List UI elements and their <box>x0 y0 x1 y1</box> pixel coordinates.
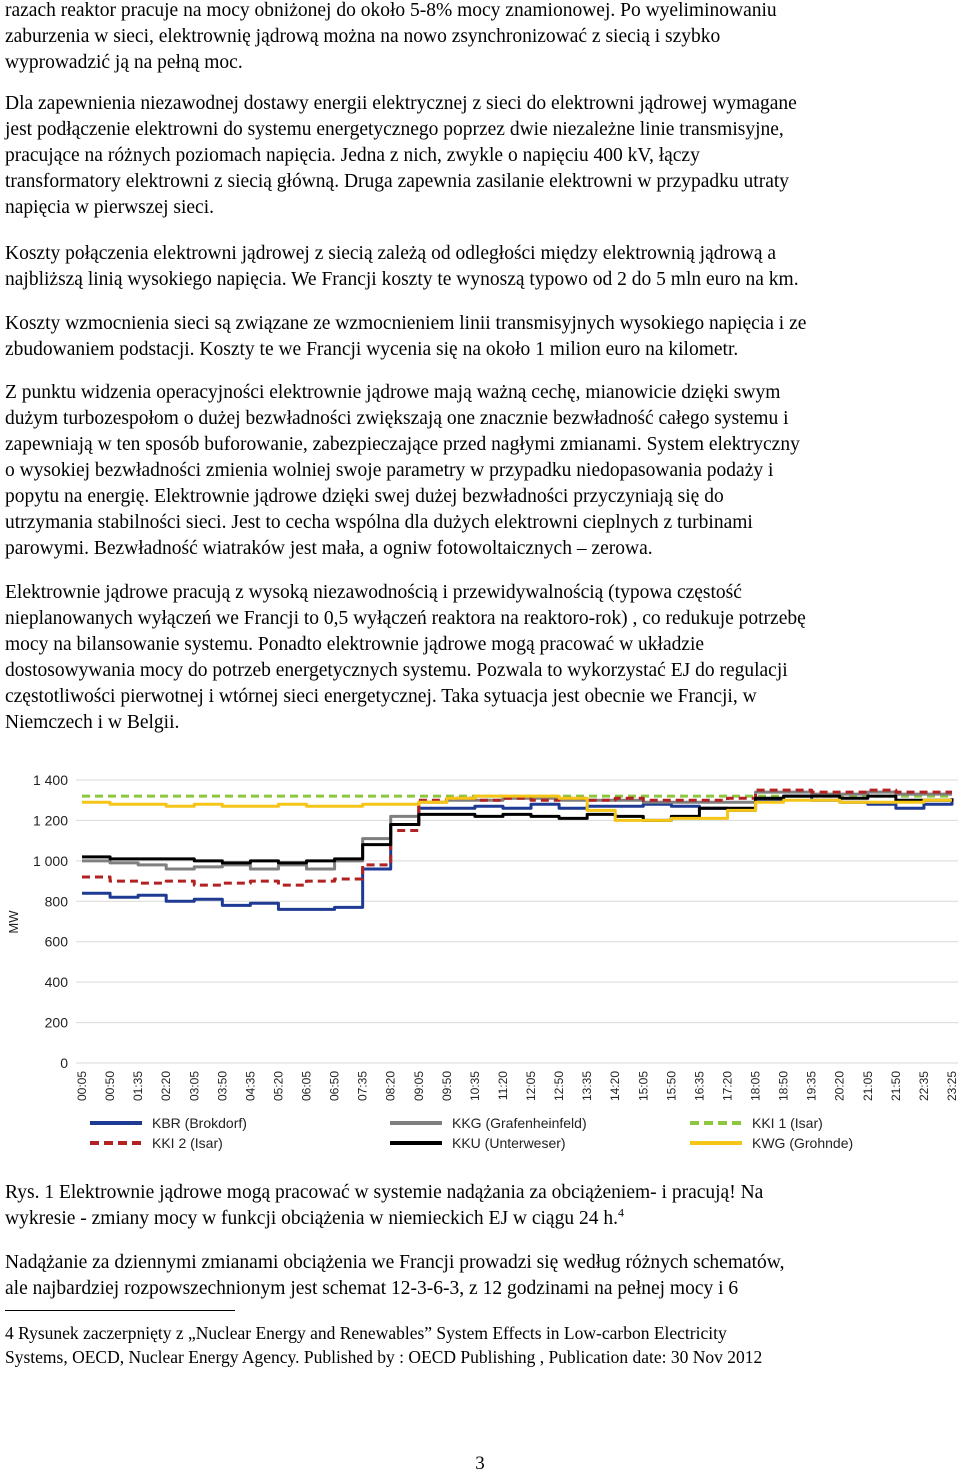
x-tick-label: 18:50 <box>776 1071 791 1102</box>
load-following-chart <box>0 748 960 1168</box>
legend-label: KWG (Grohnde) <box>752 1135 854 1151</box>
x-tick-label: 10:35 <box>467 1071 482 1102</box>
legend-label: KBR (Brokdorf) <box>152 1115 247 1131</box>
text-line: popytu na energię. Elektrownie jądrowe dzięki swej dużej bezwładności przyczyniają się do <box>5 486 724 507</box>
chart-grid <box>76 780 958 1063</box>
text-line: napięcia w pierwszej sieci. <box>5 197 214 218</box>
y-tick-label: 600 <box>44 933 68 950</box>
y-tick-label: 1 400 <box>32 772 68 788</box>
figure-caption <box>5 1180 955 1232</box>
text-line <box>5 1206 955 1232</box>
x-tick-label: 00:50 <box>103 1071 118 1102</box>
x-tick-label: 09:05 <box>411 1071 426 1102</box>
y-tick-label: 0 <box>60 1055 68 1071</box>
x-tick-label: 02:20 <box>159 1071 174 1102</box>
text-line: Koszty wzmocnienia sieci są związane ze wzmocnieniem linii transmisyjnych wysokiego napięcia i ze <box>5 313 807 334</box>
text-line: zapewniają w ten sposób buforowanie, zabezpieczające przed nagłymi zmianami. System elektryczny <box>5 434 800 455</box>
x-tick-label: 15:05 <box>636 1071 651 1102</box>
x-tick-label: 13:35 <box>580 1071 595 1102</box>
x-tick-label: 15:50 <box>664 1071 679 1102</box>
text-line: pracujące na różnych poziomach napięcia. Jedna z nich, zwykle o napięciu 400 kV, łączy <box>5 145 700 166</box>
text-line: Nadążanie za dziennymi zmianami obciążenia we Francji prowadzi się według różnych schematów, <box>5 1252 785 1273</box>
text-line: nieplanowanych wyłączeń we Francji to 0,5 wyłączeń reaktora na reaktoro-rok) , co redukuje potrzebę <box>5 608 806 629</box>
legend-label: KKU (Unterweser) <box>452 1135 566 1151</box>
text-line: zaburzenia w sieci, elektrownię jądrową można na nowo zsynchronizować z siecią i szybko <box>5 26 721 47</box>
paragraph-4 <box>5 311 955 363</box>
paragraph-3 <box>5 241 955 293</box>
text-line: Systems, OECD, Nuclear Energy Agency. Published by : OECD Publishing , Publication date: 30 Nov 2012 <box>5 1347 763 1367</box>
legend-label: KKG (Grafenheinfeld) <box>452 1115 587 1131</box>
text-line: Niemczech i w Belgii. <box>5 712 180 733</box>
legend-label: KKI 2 (Isar) <box>152 1135 223 1151</box>
x-tick-label: 16:35 <box>692 1071 707 1102</box>
x-tick-label: 03:05 <box>187 1071 202 1102</box>
x-tick-label: 04:35 <box>243 1071 258 1102</box>
x-tick-label: 09:50 <box>439 1071 454 1102</box>
text-line: Elektrownie jądrowe pracują z wysoką niezawodnością i przewidywalnością (typowa częstość <box>5 582 742 603</box>
x-tick-label: 12:50 <box>552 1071 567 1102</box>
x-tick-label: 03:50 <box>215 1071 230 1102</box>
text-line: transformatory elektrowni z siecią główną. Druga zapewnia zasilanie elektrowni w przypadku utraty <box>5 171 790 192</box>
x-tick-label: 18:05 <box>748 1071 763 1102</box>
paragraph-1 <box>5 0 955 76</box>
footnote <box>5 1321 955 1369</box>
text-line: dostosowywania mocy do potrzeb energetycznych systemu. Pozwala to wykorzystać EJ do regulacji <box>5 660 788 681</box>
legend-label: KKI 1 (Isar) <box>752 1115 823 1131</box>
text-line: o wysokiej bezwładności zmienia wolniej swoje parametry w przypadku niedopasowania podaży i <box>5 460 774 481</box>
text-line: ale najbardziej rozpowszechnionym jest schemat 12-3-6-3, z 12 godzinami na pełnej mocy i 6 <box>5 1278 739 1299</box>
x-tick-label: 05:20 <box>271 1071 286 1102</box>
text-line: częstotliwości pierwotnej i wtórnej sieci energetycznej. Taka sytuacja jest obecnie we Francji, w <box>5 686 757 707</box>
y-axis-label: MW <box>6 910 21 934</box>
x-tick-label: 11:20 <box>495 1071 510 1101</box>
text-line: mocy na bilansowanie systemu. Ponadto elektrownie jądrowe mogą pracować w układzie <box>5 634 705 655</box>
caption-text: wykresie - zmiany mocy w funkcji obciążenia w niemieckich EJ w ciągu 24 h. <box>5 1208 618 1229</box>
footnote-separator <box>5 1310 235 1311</box>
y-tick-label: 1 000 <box>32 852 68 869</box>
x-tick-label: 19:35 <box>804 1071 819 1102</box>
chart-axes <box>6 772 959 1101</box>
text-line: wyprowadzić ją na pełną moc. <box>5 52 243 73</box>
x-tick-label: 06:50 <box>327 1071 342 1102</box>
x-tick-label: 12:05 <box>524 1071 539 1102</box>
paragraph-2 <box>5 91 955 221</box>
x-tick-label: 17:20 <box>720 1071 735 1102</box>
text-line: razach reaktor pracuje na mocy obniżonej do około 5-8% mocy znamionowej. Po wyeliminowaniu <box>5 0 777 21</box>
x-tick-label: 20:20 <box>832 1071 847 1102</box>
footnote-ref: 4 <box>617 1205 624 1220</box>
text-line: najbliższą linią wysokiego napięcia. We Francji koszty te wynoszą typowo od 2 do 5 mln euro na km. <box>5 269 799 290</box>
x-tick-label: 01:35 <box>131 1071 146 1102</box>
x-tick-label: 14:20 <box>608 1071 623 1102</box>
x-tick-label: 07:35 <box>355 1071 370 1102</box>
text-line: jest podłączenie elektrowni do systemu energetycznego poprzez dwie niezależne linie transmisyjne, <box>5 119 784 140</box>
text-line: Koszty połączenia elektrowni jądrowej z siecią zależą od odległości między elektrownią jądrową a <box>5 243 777 264</box>
y-tick-label: 400 <box>44 974 68 991</box>
series-line-5 <box>82 796 952 863</box>
text-line: zbudowaniem podstacji. Koszty te we Francji wycenia się na około 1 milion euro na kilometr. <box>5 339 739 360</box>
text-line: Z punktu widzenia operacyjności elektrownie jądrowe mają ważną cechę, mianowicie dzięki swym <box>5 382 781 403</box>
x-tick-label: 23:25 <box>945 1071 959 1102</box>
y-tick-label: 1 200 <box>32 812 68 829</box>
paragraph-7 <box>5 1250 955 1302</box>
y-tick-label: 200 <box>44 1014 68 1031</box>
text-line: Dla zapewnienia niezawodnej dostawy energii elektrycznej z sieci do elektrowni jądrowej wymagane <box>5 93 797 114</box>
paragraph-6 <box>5 580 955 736</box>
paragraph-5 <box>5 380 955 562</box>
chart-legend <box>90 1115 853 1151</box>
x-tick-label: 00:05 <box>75 1071 89 1102</box>
text-line: parowymi. Bezwładność wiatraków jest mała, a ogniw fotowoltaicznych – zerowa. <box>5 538 653 559</box>
x-tick-label: 06:05 <box>299 1071 314 1102</box>
y-tick-label: 800 <box>44 893 68 910</box>
x-tick-label: 21:50 <box>888 1071 903 1102</box>
x-tick-label: 08:20 <box>383 1071 398 1102</box>
chart-series <box>82 790 952 909</box>
x-tick-label: 22:35 <box>916 1071 931 1102</box>
text-line: Rys. 1 Elektrownie jądrowe mogą pracować w systemie nadążania za obciążeniem- i pracują! Na <box>5 1182 764 1203</box>
page-number: 3 <box>475 1453 485 1474</box>
text-line: dużym turbozespołom o dużej bezwładności zwiększają one znacznie bezwładność całego systemu i <box>5 408 789 429</box>
text-line: 4 Rysunek zaczerpnięty z „Nuclear Energy and Renewables” System Effects in Low-carbon Electricity <box>5 1323 727 1343</box>
text-line: utrzymania stabilności sieci. Jest to cecha wspólna dla dużych elektrowni cieplnych z turbinami <box>5 512 753 533</box>
x-tick-label: 21:05 <box>860 1071 875 1102</box>
